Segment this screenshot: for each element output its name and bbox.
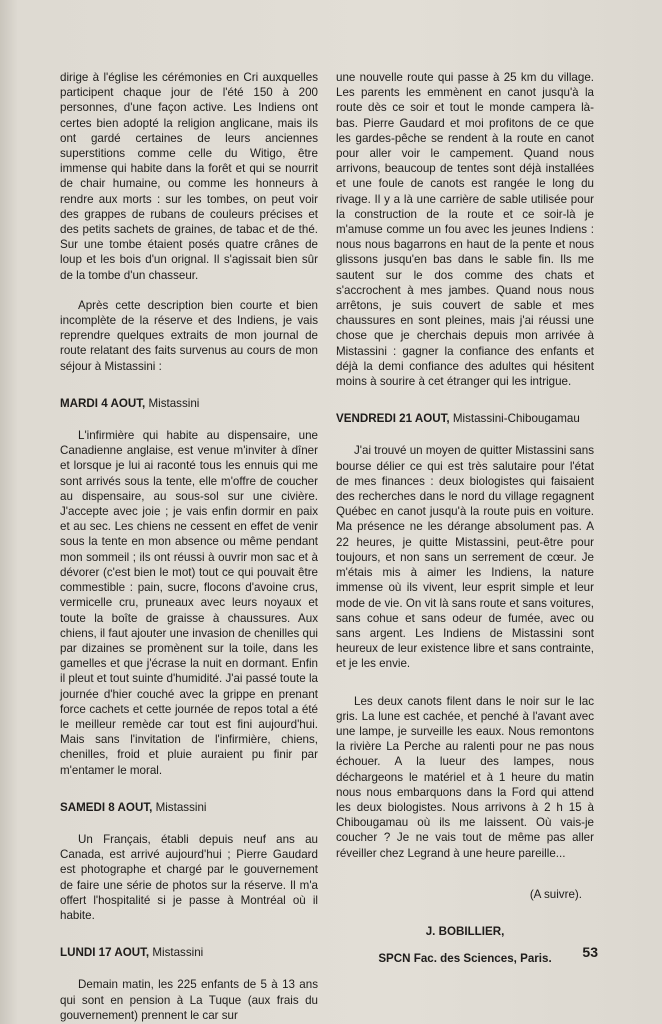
author-affiliation: SPCN Fac. des Sciences, Paris. bbox=[378, 951, 552, 965]
right-column bbox=[336, 70, 594, 978]
heading-date: VENDREDI 21 AOUT, bbox=[336, 412, 450, 426]
heading-date: LUNDI 17 AOUT, bbox=[60, 946, 150, 960]
paragraph: Demain matin, les 225 enfants de 5 à 13 ans qui sont en pension à La Tuque (aux frais du gouvernement) prennent le car sur bbox=[60, 978, 318, 1022]
paragraph: Après cette description bien courte et bien incomplète de la réserve et des Indiens, je vais reprendre quelques extraits de mon journal de route relatant des faits survenus au cours de mon séjour à Mistassini : bbox=[60, 298, 318, 373]
heading-place: Mistassini bbox=[148, 396, 200, 410]
paragraph: J'ai trouvé un moyen de quitter Mistassini sans bourse délier ce qui est très salutaire pour l'état de mes finances : deux biologistes qui faisaient des recherches dans le nord du village regagnent Québec en canot jusqu'à la route puis en voiture. Ma présence ne les dérange absolument pas. A 22 heures, je quitte Mistassini, peut-être pour toujours, et non sans un serrement de cœur. Je m'étais mis à aimer les Indiens, la nature immense où ils vivent, leur esprit simple et leur mode de vie. On vit là sans route et sans voitures, sans cohue et sans odeur de fumée, avec ou sans argent. Les Indiens de Mistassini sont heureux de leur existence libre et sans contrainte, et je les envie. bbox=[336, 444, 594, 671]
section-heading bbox=[60, 396, 318, 411]
page-number: 53 bbox=[582, 944, 598, 960]
paragraph: dirige à l'église les cérémonies en Cri auxquelles participent chaque jour de l'été 150 à 200 personnes, d'une façon active. Les Indiens ont certes bien adopté la religion anglicane, mais ils ont gardé certaines de leurs anciennes superstitions comme celle du Witigo, être immense qui habite dans la forêt et qui se nourrit de chair humaine, ou comme les honneurs à rendre aux morts : sur les tombes, on peut voir des grappes de rubans de couleurs précises et des petits sachets de graines, de tabac et de thé. Sur une tombe étaient posés quatre crânes de loup et les bois d'un orignal. Il s'agissait bien sûr de la tombe d'un chasseur. bbox=[60, 71, 318, 282]
heading-place: Mistassini bbox=[155, 800, 207, 814]
heading-place: Mistassini-Chibougamau bbox=[452, 412, 580, 426]
section-heading bbox=[60, 800, 318, 815]
paragraph: L'infirmière qui habite au dispensaire, une Canadienne anglaise, est venue m'inviter à dîner et lorsque je lui ai raconté tous les ennuis qui me sont arrivés sous la tente, elle m'offre de coucher au dispensaire, au sous-sol sur une civière. J'accepte avec joie ; je vais enfin dormir en paix et au sec. Les chiens ne cessent en effet de venir sous la tente en mon absence ou même pendant mon sommeil ; ils ont réussi à ouvrir mon sac et à dévorer (c'est bien le mot) tout ce qui pouvait être commestible : pain, sucre, flocons d'avoine crus, vermicelle cru, pruneaux avec leurs noyaux et toute la boîte de graisse à chaussures. Aux chiens, il faut ajouter une invasion de chenilles qui par dizaines se promènent sur la toile, dans les gamelles et que j'écrase la nuit en dormant. Enfin il pleut et tout suinte d'humidité. J'ai passé toute la journée d'hier couché avec la grippe en prenant force cachets et cette journée de repos total a été le meilleur remède car tout est fini aujourd'hui. Mais sans l'invitation de l'infirmière, chiens, chenilles, froid et pluie auraient pu finir par m'entamer le moral. bbox=[60, 429, 318, 777]
left-column bbox=[60, 70, 318, 1023]
section-heading bbox=[336, 411, 594, 426]
heading-place: Mistassini bbox=[152, 946, 204, 960]
paragraph: Les deux canots filent dans le noir sur le lac gris. La lune est cachée, et penché à l'avant avec une lampe, je surveille les eaux. Nous remontons la rivière La Perche au ralenti pour ne pas nous échouer. A la lueur des lampes, nous déchargeons le matériel et à 1 heure du matin nous nous embarquons dans la Ford qui attend les deux biologistes. Nous arrivons à 2 h 15 à Chibougamau où ils me laissent. Où vais-je coucher ? Je ne vais tout de même pas aller réveiller chez Legrand à une heure pareille... bbox=[336, 694, 594, 860]
heading-date: SAMEDI 8 AOUT, bbox=[60, 800, 153, 814]
author-name: J. BOBILLIER, bbox=[425, 924, 505, 938]
to-be-continued: (A suivre). bbox=[529, 887, 582, 901]
paragraph: une nouvelle route qui passe à 25 km du village. Les parents les emmènent en canot jusqu'à la route dès ce soir et tout le monde campera là-bas. Pierre Gaudard et moi profitons de ce que les gardes-pêche se rendent à la route en canot pour aller voir le campement. Quand nous arrivons, beaucoup de tentes sont déjà installées et une foule de canots est rangée le long du rivage. Il y a là une carrière de sable utilisée pour la construction de la route et ce soir-là je m'amuse comme un fou avec les jeunes Indiens : nous nous bagarrons en haut de la pente et nous glissons jusqu'en bas dans le sable fin. Ils me sautent sur le dos comme des chats et s'accrochent à mes jambes. Quand nous nous arrêtons, je suis couvert de sable et mes chaussures en sont pleines, mais j'ai réussi une chose que je cherchais depuis mon arrivée à Mistassini : gagner la confiance des enfants et déjà la demi confiance des adultes qui hésitent moins à sourire à cet étranger qui les intrigue. bbox=[336, 71, 594, 389]
heading-date: MARDI 4 AOUT, bbox=[60, 396, 146, 410]
paragraph: Un Français, établi depuis neuf ans au Canada, est arrivé aujourd'hui ; Pierre Gaudard est photographe et chargé par le gouvernement de faire une série de photos sur la réserve. Il m'a offert l'hospitalité si je passe à Montréal où il habite. bbox=[60, 832, 318, 922]
section-heading bbox=[60, 945, 318, 960]
